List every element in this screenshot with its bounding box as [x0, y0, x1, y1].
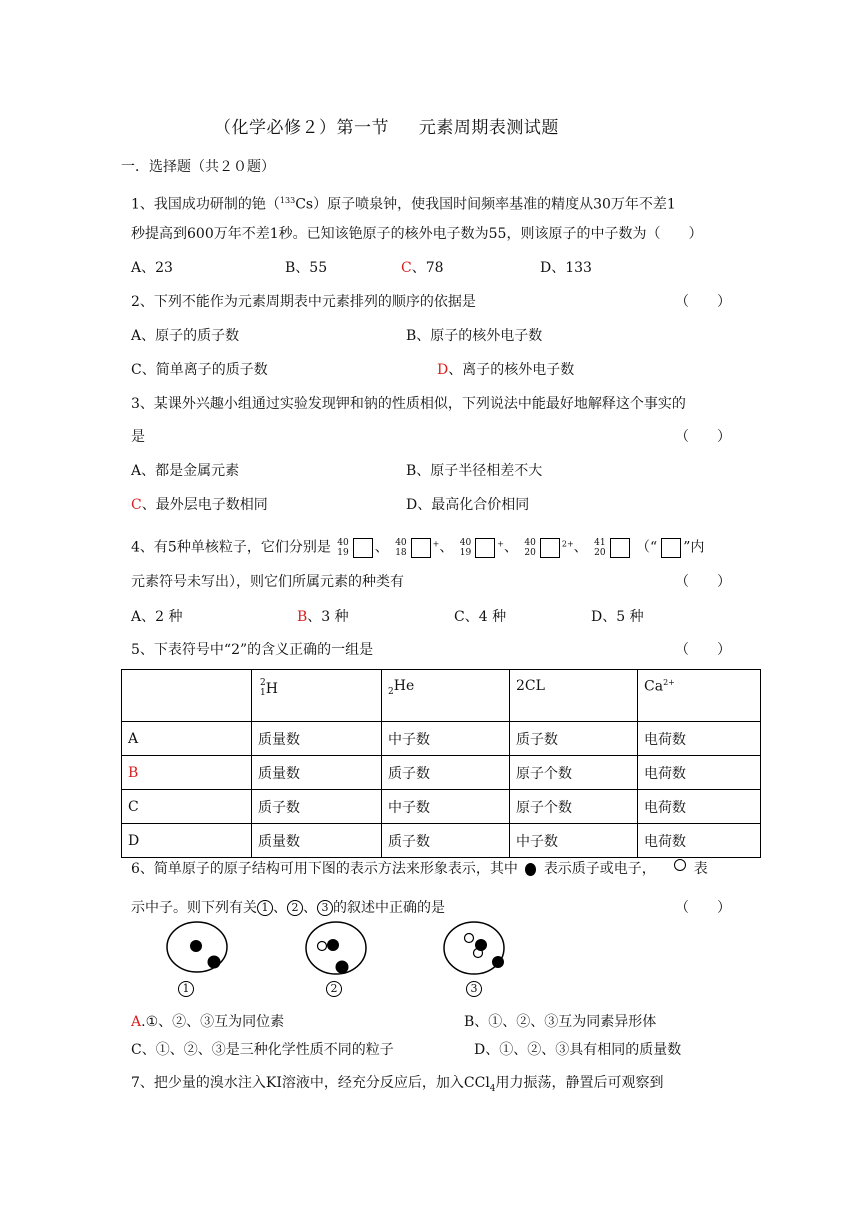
q4-option-b: B、3 种 — [297, 609, 349, 625]
nuclide-2: 40 18+ — [395, 537, 440, 558]
q4-option-a: A、2 种 — [131, 609, 183, 625]
section-heading: 一．选择题（共２０题） — [121, 159, 275, 175]
q2-option-b: B、原子的核外电子数 — [406, 328, 543, 344]
atom-label-2: 2 — [326, 981, 342, 997]
q3-stem-line1: 3、某课外兴趣小组通过实验发现钾和钠的性质相似，下列说法中能最好地解释这个事实的 — [131, 396, 686, 412]
q6-option-c: C、①、②、③是三种化学性质不同的粒子 — [131, 1042, 394, 1058]
q2-option-c: C、简单离子的质子数 — [131, 362, 268, 378]
atom-label-3: 3 — [466, 981, 482, 997]
atom-label-1: 1 — [178, 981, 194, 997]
q1-option-b: B、55 — [285, 260, 328, 276]
q3-option-a: A、都是金属元素 — [131, 463, 240, 479]
q1-stem-line2: 秒提高到600万年不差1秒。已知该铯原子的核外电子数为55，则该原子的中子数为（ ） — [131, 226, 703, 242]
q4-stem-line1: 4、有5种单核粒子，它们分别是 40 19 、 40 18+、 40 19+、 40 $20^{2+}$、 41 20 （“ ”内 — [131, 537, 705, 558]
nuclide-3: 40 19+ — [459, 537, 504, 558]
q5-table — [121, 669, 761, 858]
nuclide-4: 40 $20^{2+}$ — [524, 537, 574, 558]
atom-3 — [444, 922, 504, 974]
q2-option-a: A、原子的质子数 — [131, 328, 240, 344]
q1-option-a: A、23 — [131, 260, 173, 276]
q4-stem-line2: 元素符号未写出），则它们所属元素的种类有 （ ） — [131, 574, 731, 590]
nuclide-5: 41 20 — [592, 540, 631, 556]
q1-option-d: D、133 — [540, 260, 592, 276]
hollow-dot-icon — [674, 859, 686, 871]
q3-option-c: C、最外层电子数相同 — [131, 497, 268, 513]
q6-stem-line2: 示中子。则下列有关 1 、 2 、 3 的叙述中正确的是 （ ） — [131, 900, 731, 916]
q6-option-d: D、①、②、③具有相同的质量数 — [474, 1042, 682, 1058]
q3-stem-line2: 是 （ ） — [131, 429, 731, 445]
table-row: C 质子数 中子数 原子个数 电荷数 — [122, 790, 761, 824]
q6-option-a: A.①、②、③互为同位素 — [131, 1014, 285, 1030]
q4-option-d: D、5 种 — [591, 609, 644, 625]
page-title: （化学必修２）第一节 元素周期表测试题 — [214, 118, 559, 138]
q5-stem: 5、下表符号中“2”的含义正确的一组是 （ ） — [131, 642, 731, 658]
nuclide-1: 40 19 — [335, 540, 374, 556]
q3-option-b: B、原子半径相差不大 — [406, 463, 543, 479]
q2-option-d: D、离子的核外电子数 — [437, 362, 575, 378]
filled-dot-icon — [525, 863, 536, 876]
atom-2 — [306, 922, 366, 974]
atom-1 — [167, 922, 227, 972]
q2-stem: 2、下列不能作为元素周期表中元素排列的顺序的依据是 （ ） — [131, 294, 731, 310]
q6-stem-line1: 6、简单原子的原子结构可用下图的表示方法来形象表示，其中 表示质子或电子， 表 — [131, 861, 708, 877]
table-header-row: 2 1H $_2$He 2CL $Ca^{2+}$ — [122, 670, 761, 722]
q1-stem-line1: 1、我国成功研制的铯（$^{133}$Cs）原子喷泉钟，使我国时间频率基准的精度从30万年不差1 — [131, 196, 676, 213]
blank-box — [661, 538, 681, 558]
q1-option-c: C、78 — [401, 260, 444, 276]
table-row: A 质量数 中子数 质子数 电荷数 — [122, 722, 761, 756]
table-row: B 质量数 质子数 原子个数 电荷数 — [122, 756, 761, 790]
q3-option-d: D、最高化合价相同 — [406, 497, 530, 513]
q6-option-b: B、①、②、③互为同素异形体 — [464, 1014, 657, 1030]
q4-option-c: C、4 种 — [454, 609, 507, 625]
table-row: D 质量数 质子数 中子数 电荷数 — [122, 824, 761, 858]
q7-stem: 7、把少量的溴水注入KI溶液中，经充分反应后，加入CCl$_4$用力振荡，静置后可观察到 — [131, 1075, 664, 1094]
